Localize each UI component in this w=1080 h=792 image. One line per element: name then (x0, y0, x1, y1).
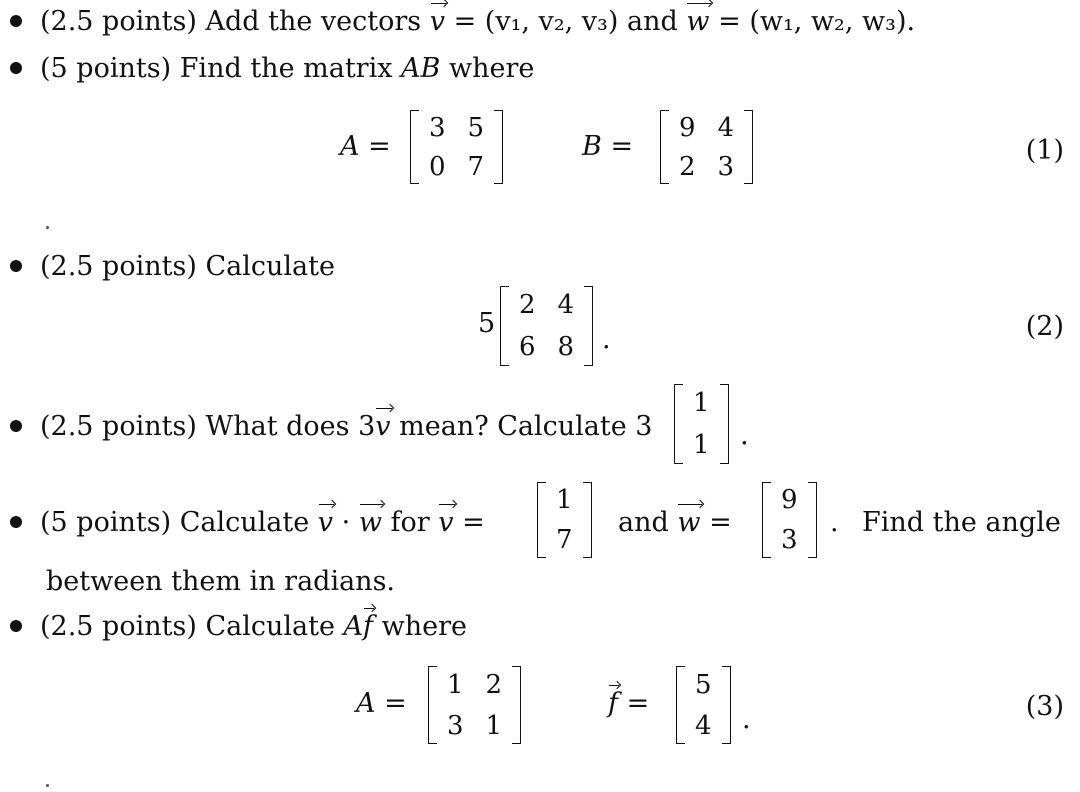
vector-w-value (762, 482, 817, 558)
vector-ones (674, 384, 729, 464)
stray-dot (46, 226, 49, 229)
right-bracket (720, 384, 729, 464)
vector-v-value (537, 482, 592, 558)
points: (5 points) (40, 53, 172, 84)
vector-cell: 1 (556, 485, 573, 515)
points: (5 points) (40, 507, 172, 538)
matrix-cell: 3 (717, 151, 735, 182)
vector-w-components: = (w₁, w₂, w₃). (718, 6, 916, 37)
bullet-icon (10, 420, 22, 432)
bullet-icon (10, 620, 22, 632)
problem-text-mean: mean? Calculate 3 (399, 411, 653, 442)
left-bracket (410, 110, 419, 184)
matrix-cell: 2 (679, 151, 696, 182)
problem-text-line2: between them in radians. (46, 566, 396, 597)
bullet-icon (10, 62, 22, 74)
problem-text: What does (205, 411, 350, 442)
matrix-a-label: A = (340, 131, 391, 162)
points: (2.5 points) (40, 411, 197, 442)
matrix-a3-grid (437, 666, 512, 744)
left-bracket (762, 482, 771, 558)
problem-4 (10, 413, 653, 440)
matrix-cell: 7 (467, 151, 485, 182)
vector-v-components: = (v₁, v₂, v₃) (453, 6, 619, 37)
matrix-b (660, 110, 753, 184)
conjunction: and (627, 6, 678, 37)
vector-v-grid (546, 482, 583, 558)
vector-cell: 7 (556, 525, 573, 555)
vector-f: f (363, 611, 374, 642)
right-bracket (494, 110, 503, 184)
points: (2.5 points) (40, 251, 197, 282)
problem-text: Find the matrix (179, 53, 393, 84)
scalar: 3 (358, 411, 376, 442)
matrix-cell: 2 (485, 669, 503, 700)
vector-v: v (438, 507, 454, 538)
equation-number: (1) (1025, 135, 1064, 166)
matrix-cell: 1 (485, 710, 503, 741)
period: . (740, 420, 749, 451)
matrix-product-label: AB (401, 53, 441, 84)
equation-number: (3) (1025, 691, 1064, 722)
vector-v: v (317, 507, 334, 538)
stray-dot (46, 784, 49, 787)
problem-text: Add the vectors (205, 6, 422, 37)
bullet-icon (10, 15, 22, 27)
points: (2.5 points) (40, 6, 197, 37)
vector-f-value (676, 666, 731, 744)
problem-2 (10, 55, 534, 82)
matrix-cell: 2 (519, 290, 536, 320)
right-bracket (583, 482, 592, 558)
points: (2.5 points) (40, 611, 197, 642)
problem-5-mid (618, 509, 732, 536)
vector-cell: 1 (693, 388, 710, 418)
problem-text-where: where (381, 611, 467, 642)
vector-f-label: f = (608, 688, 650, 719)
problem-text-where: where (448, 53, 535, 84)
period: . (602, 324, 611, 355)
matrix-cell: 3 (429, 112, 446, 143)
problem-text-for: for (390, 507, 430, 538)
matrix-a-grid (419, 110, 494, 184)
problem-1 (10, 8, 915, 35)
vector-v: v (429, 6, 445, 37)
period: . (742, 704, 751, 735)
vector-w: w (686, 6, 710, 37)
left-bracket (676, 666, 685, 744)
matrix-a3 (428, 666, 521, 744)
matrix-cell: 4 (557, 290, 575, 320)
conjunction: and (618, 507, 669, 538)
equals: = (462, 507, 485, 538)
matrix-cell: 8 (557, 332, 575, 362)
matrix-a-symbol: A (343, 611, 364, 642)
bullet-icon (10, 260, 22, 272)
vector-cell: 1 (693, 430, 710, 460)
left-bracket (537, 482, 546, 558)
matrix-cell: 1 (447, 669, 464, 700)
left-bracket (500, 286, 509, 366)
vector-cell: 9 (781, 485, 798, 515)
matrix-b-grid (669, 110, 744, 184)
matrix-cell: 9 (679, 112, 696, 143)
vector-w: w (358, 507, 382, 538)
matrix-cell: 0 (429, 151, 446, 182)
right-bracket (744, 110, 753, 184)
bullet-icon (10, 516, 22, 528)
vector-w-grid (771, 482, 808, 558)
vector-ones-grid (683, 384, 720, 464)
equation-number: (2) (1025, 311, 1064, 342)
right-bracket (722, 666, 731, 744)
problem-text: Calculate (179, 507, 310, 538)
equals: = (709, 507, 732, 538)
matrix-cell: 5 (467, 112, 485, 143)
problem-3 (10, 253, 335, 280)
dot-operator: · (341, 507, 351, 538)
vector-v: v (375, 411, 391, 442)
matrix-cell: 6 (519, 332, 536, 362)
right-bracket (808, 482, 817, 558)
period: . (830, 507, 839, 538)
right-bracket (584, 286, 593, 366)
matrix-b-label: B = (582, 131, 634, 162)
matrix-m-grid (509, 286, 584, 366)
problem-text-find: Find the angle (862, 507, 1061, 538)
problem-6 (10, 613, 467, 640)
vector-w: w (677, 507, 701, 538)
problem-text: Calculate (205, 611, 335, 642)
matrix-cell: 3 (447, 710, 464, 741)
vector-cell: 4 (695, 710, 712, 741)
matrix-a-label: A = (356, 688, 407, 719)
scalar: 5 (478, 308, 496, 339)
problem-text: Calculate (205, 251, 335, 282)
left-bracket (660, 110, 669, 184)
right-bracket (512, 666, 521, 744)
vector-cell: 3 (781, 525, 798, 555)
problem-5 (10, 509, 485, 536)
vector-f-grid (685, 666, 722, 744)
matrix-a (410, 110, 503, 184)
vector-cell: 5 (695, 669, 712, 700)
matrix-m (500, 286, 593, 366)
matrix-cell: 4 (717, 112, 735, 143)
left-bracket (674, 384, 683, 464)
left-bracket (428, 666, 437, 744)
